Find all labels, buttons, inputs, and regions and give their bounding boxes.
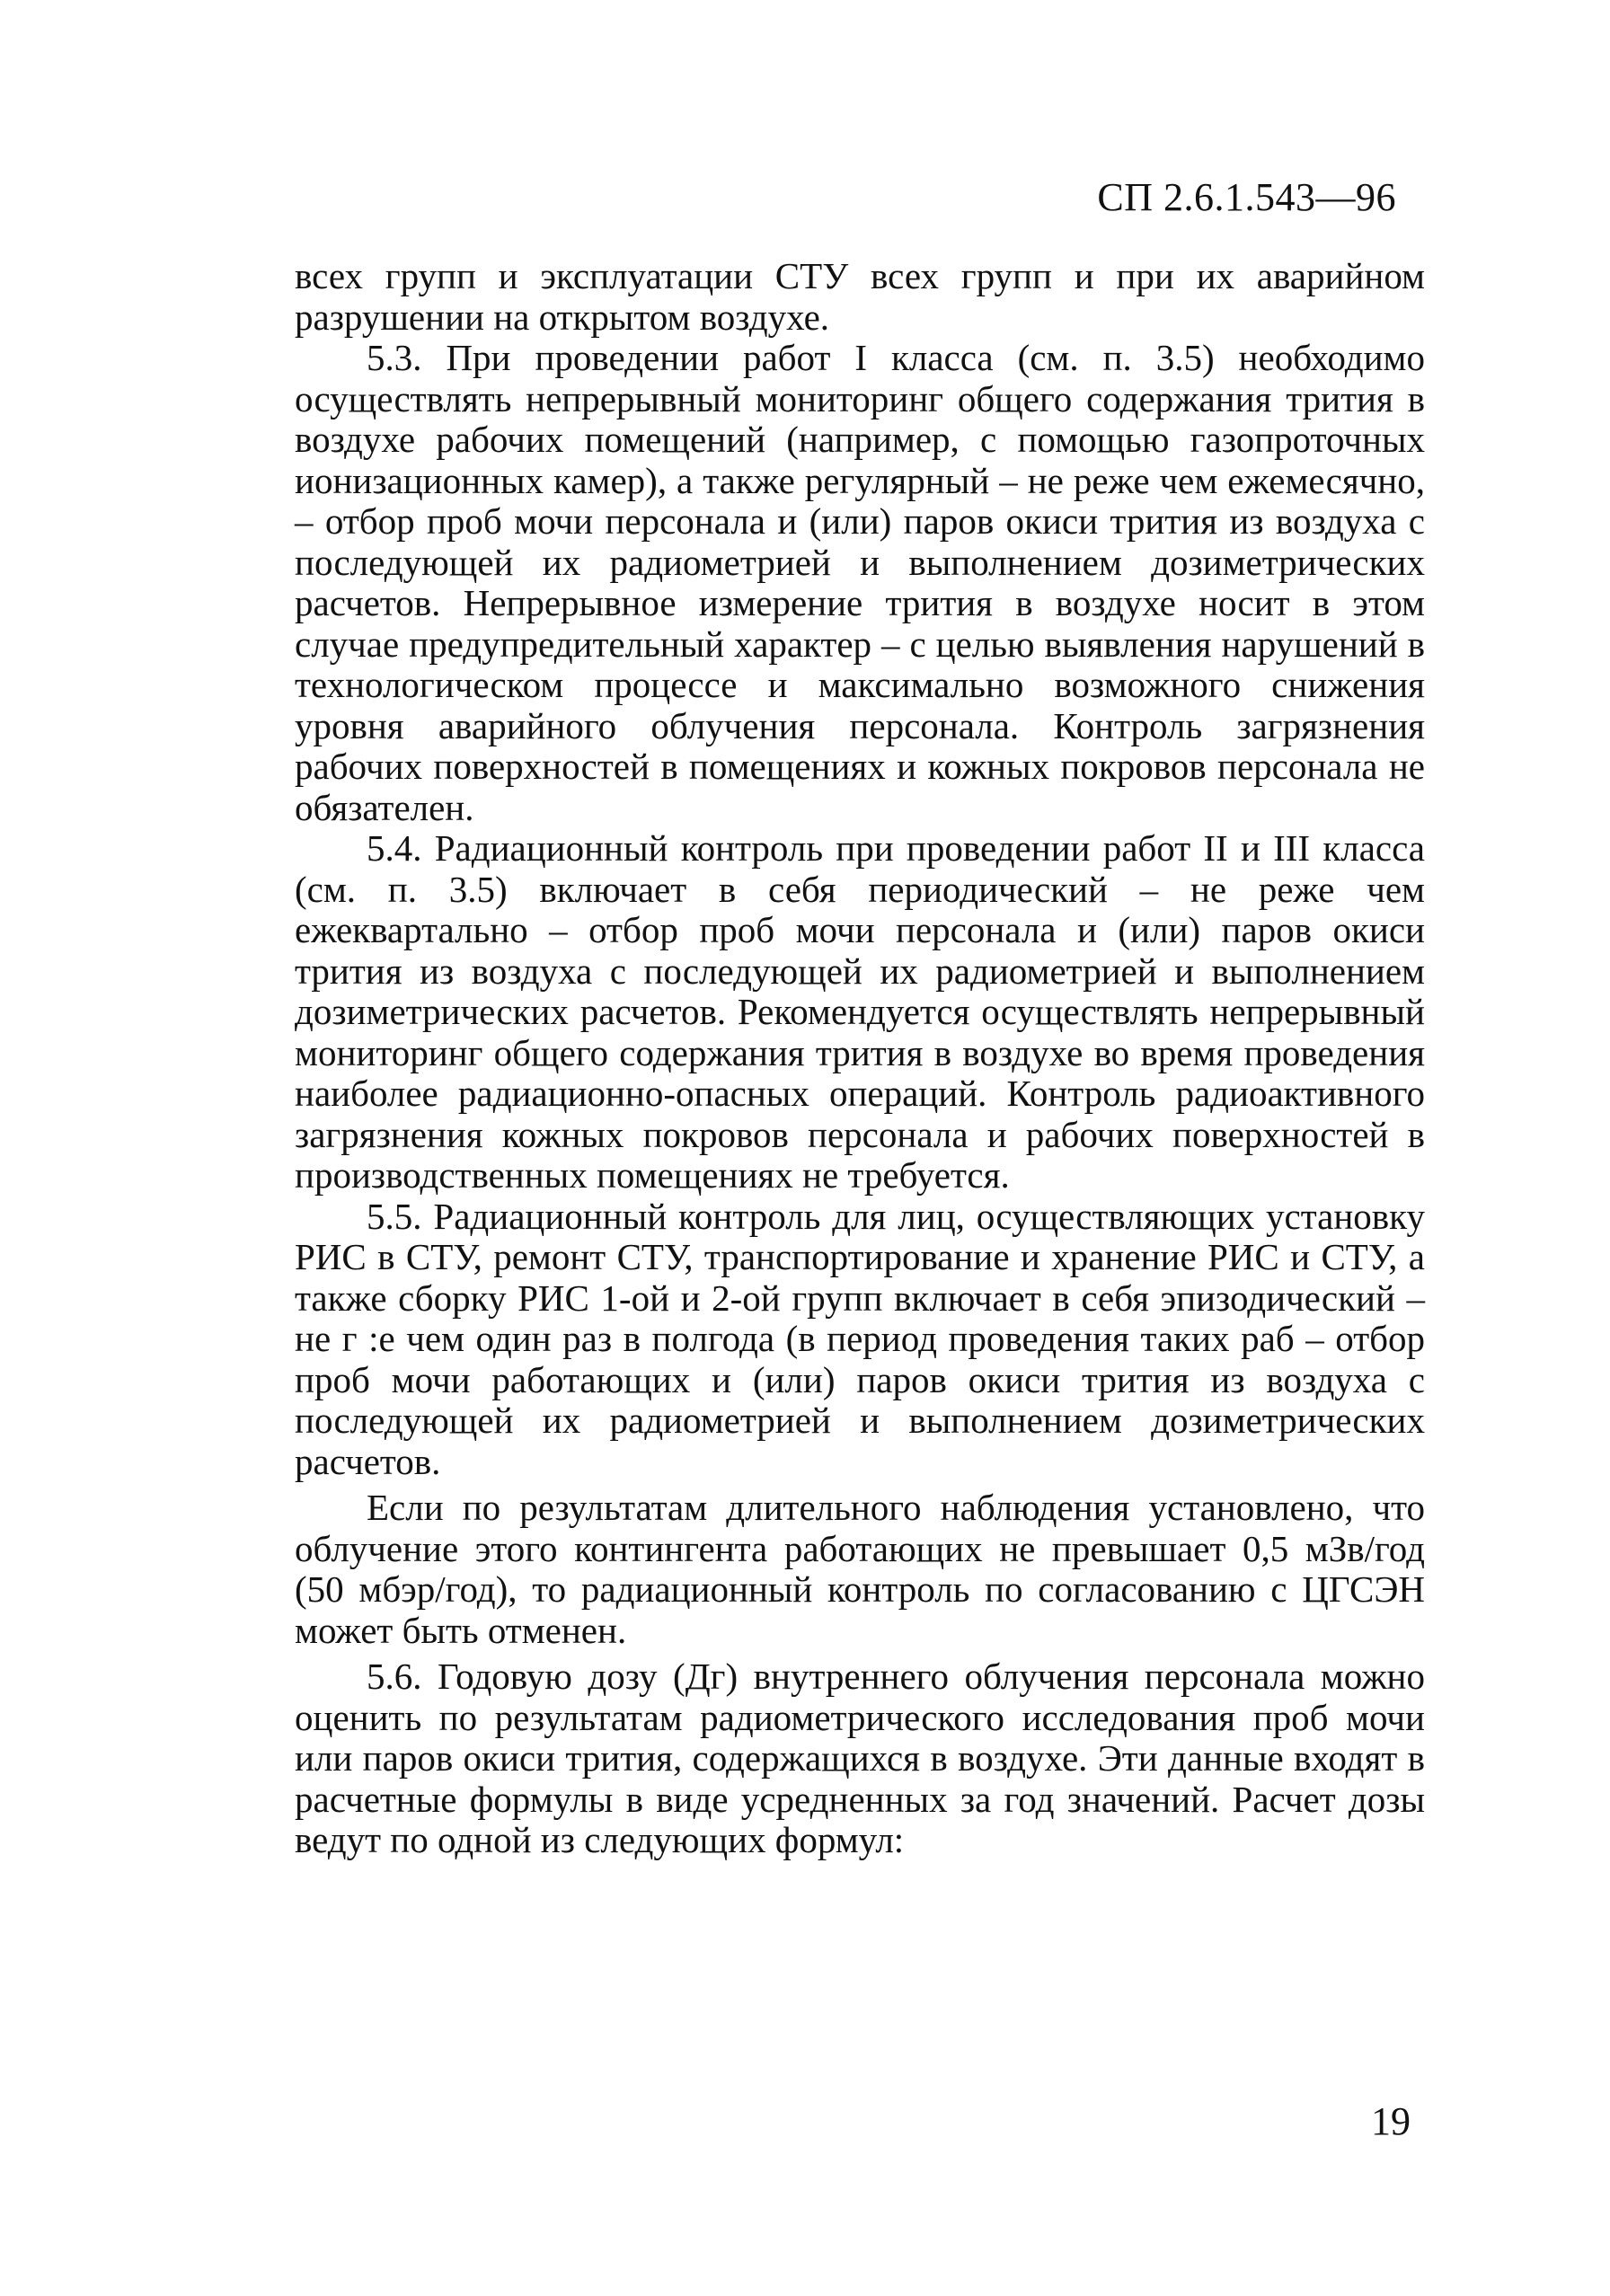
- document-code-header: СП 2.6.1.543—96: [1097, 175, 1396, 219]
- paragraph-5-3: 5.3. При проведении работ I класса (см. п. 3.5) необходимо осуществлять непрерывный мониторинг общего содержания трития в воздухе рабочих помещений (например, с помощью газопроточных ионизационных камер), а также регулярный – не реже чем ежемесячно, – отбор проб мочи персонала и (или) паров окиси трития из воздуха с последующей их радиометрией и выполнением дозиметрических расчетов. Непрерывное измерение трития в воздухе носит в этом случае предупредительный характер – с целью выявления нарушений в технологическом процессе и максимально возможного снижения уровня аварийного облучения персонала. Контроль загрязнения рабочих поверхностей в помещениях и кожных покровов персонала не обязателен.: [295, 337, 1425, 828]
- document-body: [295, 256, 1425, 1861]
- paragraph-continuation: всех групп и эксплуатации СТУ всех групп и при их аварийном разрушении на открытом воздухе.: [295, 255, 1425, 338]
- paragraph-5-5: 5.5. Радиационный контроль для лиц, осуществляющих установку РИС в СТУ, ремонт СТУ, транспортирование и хранение РИС и СТУ, а также сборку РИС 1-ой и 2-ой групп включает в себя эпизодический – не г :е чем один раз в полгода (в период проведения таких раб – отбор проб мочи работающих и (или) паров окиси трития из воздуха с последующей их радиометрией и выполнением дозиметрических расчетов.: [295, 1195, 1425, 1482]
- paragraph-5-6: 5.6. Годовую дозу (Дг) внутреннего облучения персонала можно оценить по результатам радиометрического исследования проб мочи или паров окиси трития, содержащихся в воздухе. Эти данные входят в расчетные формулы в виде усредненных за год значений. Расчет дозы ведут по одной из следующих формул:: [295, 1656, 1425, 1860]
- paragraph-exception: Если по результатам длительного наблюдения установлено, что облучение этого контингента работающих не превышает 0,5 мЗв/год (50 мбэр/год), то радиационный контроль по согласованию с ЦГСЭН может быть отменен.: [295, 1487, 1425, 1651]
- paragraph-5-4: 5.4. Радиационный контроль при проведении работ II и III класса (см. п. 3.5) включает в себя периодический – не реже чем ежеквартально – отбор проб мочи персонала и (или) паров окиси трития из воздуха с последующей их радиометрией и выполнением дозиметрических расчетов. Рекомендуется осуществлять непрерывный мониторинг общего содержания трития в воздухе во время проведения наиболее радиационно-опасных операций. Контроль радиоактивного загрязнения кожных покровов персонала и рабочих поверхностей в производственных помещениях не требуется.: [295, 827, 1425, 1196]
- page-number: 19: [1371, 2099, 1411, 2143]
